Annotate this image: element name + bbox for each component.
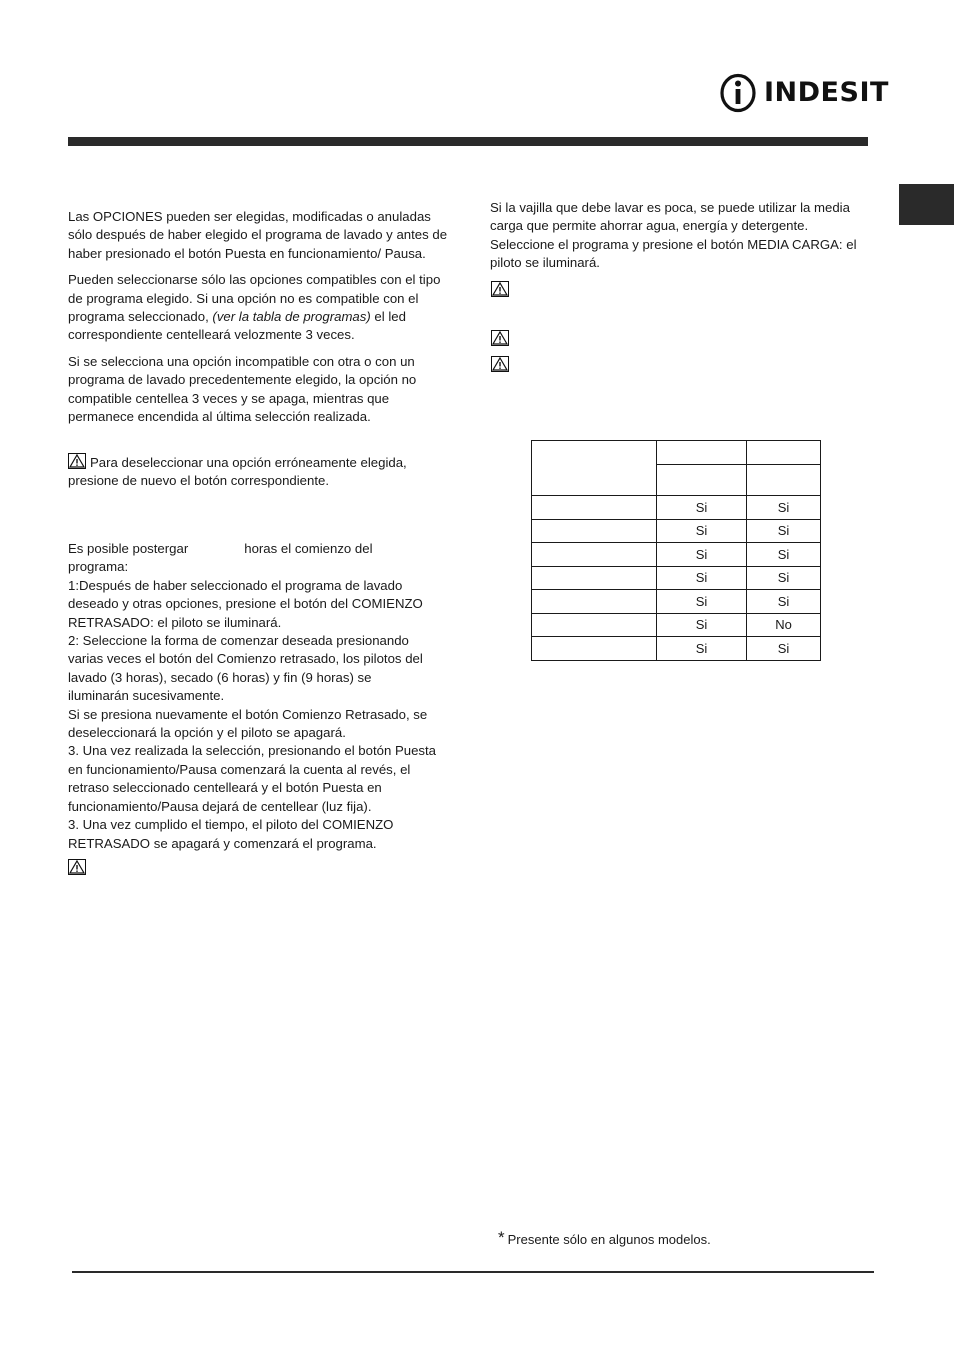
table-row (532, 637, 821, 661)
delay-line: iluminarán sucesivamente. (68, 688, 225, 704)
table-cell: Si (747, 496, 821, 520)
deselect-warning-text: Para deseleccionar una opción erróneamente elegida, presione de nuevo el botón correspondiente. (68, 455, 407, 489)
indesit-logo-text: INDESIT (764, 76, 889, 108)
indesit-logo-icon (718, 71, 758, 113)
warning-icon (491, 281, 509, 297)
deselect-warning (68, 453, 456, 491)
table-row (532, 566, 821, 590)
warning-icon (491, 356, 509, 372)
delay-line: Si se presiona nuevamente el botón Comienzo Retrasado, se (68, 706, 428, 722)
half-load-line: Seleccione el programa y presione el botón MEDIA CARGA: el (490, 236, 857, 252)
table-cell: Si (747, 566, 821, 590)
table-cell: Si (747, 590, 821, 614)
options-compatibility-table (531, 440, 821, 661)
table-cell: Si (657, 566, 747, 590)
table-cell: Si (657, 496, 747, 520)
options-paragraph-3: Si se selecciona una opción incompatible con otra o con un programa de lavado precedentemente elegido, la opción no compatible centellea 3 veces y se apaga, mientras que permanece encendida al última selección realizada. (68, 353, 417, 425)
table-cell: Si (747, 543, 821, 567)
indesit-logo (718, 70, 889, 114)
table-header-cell (532, 441, 657, 496)
delay-intro (68, 540, 456, 558)
program-table-reference: (ver la tabla de programas) (212, 309, 371, 325)
language-tab (899, 184, 954, 225)
table-cell: Si (747, 637, 821, 661)
table-row (532, 543, 821, 567)
footnote (498, 1228, 711, 1248)
delay-line: varias veces el botón del Comienzo retrasado, los pilotos del (68, 651, 423, 667)
table-row (532, 496, 821, 520)
table-row (532, 590, 821, 614)
delay-line: funcionamiento/Pausa dejará de centellear (luz fija). (68, 798, 372, 814)
table-header-cell (657, 464, 747, 495)
half-load-line: piloto se iluminará. (490, 255, 600, 271)
table-cell: Si (747, 519, 821, 543)
table-cell (532, 519, 657, 543)
table-cell: Si (657, 519, 747, 543)
header-rule (68, 137, 868, 146)
table-cell (532, 637, 657, 661)
table-cell: Si (657, 637, 747, 661)
delay-intro-a: Es posible postergar (68, 541, 189, 556)
half-load-line: carga que permite ahorrar agua, energía y detergente. (490, 218, 809, 234)
options-paragraph-2-text-a: Pueden seleccionarse sólo las opciones compatibles con el tipo de programa elegido. Si una opción no es compatible con el programa seleccionado, (68, 272, 441, 325)
delay-line: 2: Seleccione la forma de comenzar deseada presionando (68, 633, 409, 649)
options-paragraph-1: Las OPCIONES pueden ser elegidas, modificadas o anuladas sólo después de haber elegido el programa de lavado y antes de haber presionado el botón Puesta en funcionamiento/ Pausa. (68, 209, 448, 261)
delay-intro-b: horas el comienzo del (244, 541, 373, 556)
delay-start-section (68, 540, 456, 853)
table-header-cell (747, 464, 821, 495)
delay-line: deseleccionará la opción y el piloto se apagará. (68, 725, 346, 741)
table-cell: Si (657, 613, 747, 637)
delay-line: RETRASADO: el piloto se iluminará. (68, 614, 282, 630)
table-header-row (532, 441, 821, 465)
table-header-cell (657, 441, 747, 465)
warning-icon (491, 330, 509, 346)
footnote-asterisk: * (498, 1228, 505, 1247)
table-cell: Si (657, 543, 747, 567)
footer-rule (72, 1271, 874, 1273)
delay-line: programa: (68, 559, 129, 575)
delay-line: 1:Después de haber seleccionado el programa de lavado (68, 577, 403, 593)
delay-line: lavado (3 horas), secado (6 horas) y fin (9 horas) se (68, 669, 372, 685)
delay-line: 3. Una vez realizada la selección, presionando el botón Puesta (68, 743, 437, 759)
warning-icon (68, 453, 86, 469)
warning-icon (68, 859, 86, 875)
half-load-line: Si la vajilla que debe lavar es poca, se puede utilizar la media (490, 200, 850, 215)
footnote-text: Presente sólo en algunos modelos. (507, 1232, 711, 1247)
table-cell (532, 613, 657, 637)
options-paragraph-2-text-b: el led correspondiente centelleará velozmente 3 veces. (68, 309, 406, 343)
options-section (68, 208, 456, 426)
table-cell (532, 496, 657, 520)
table-cell (532, 566, 657, 590)
half-load-section (490, 199, 874, 273)
options-paragraph-2 (68, 271, 456, 345)
table-cell (532, 590, 657, 614)
delay-line: deseado y otras opciones, presione el botón del COMIENZO (68, 596, 423, 612)
delay-line: retraso seleccionado centelleará y el botón Puesta en (68, 780, 382, 796)
delay-line: en funcionamiento/Pausa comenzará la cuenta al revés, el (68, 761, 411, 777)
table-header-cell (747, 441, 821, 465)
delay-line: 3. Una vez cumplido el tiempo, el piloto del COMIENZO (68, 817, 394, 833)
table-row (532, 519, 821, 543)
table-cell: Si (657, 590, 747, 614)
table-row (532, 613, 821, 637)
table-cell (532, 543, 657, 567)
table-cell: No (747, 613, 821, 637)
delay-line: RETRASADO se apagará y comenzará el programa. (68, 835, 377, 851)
